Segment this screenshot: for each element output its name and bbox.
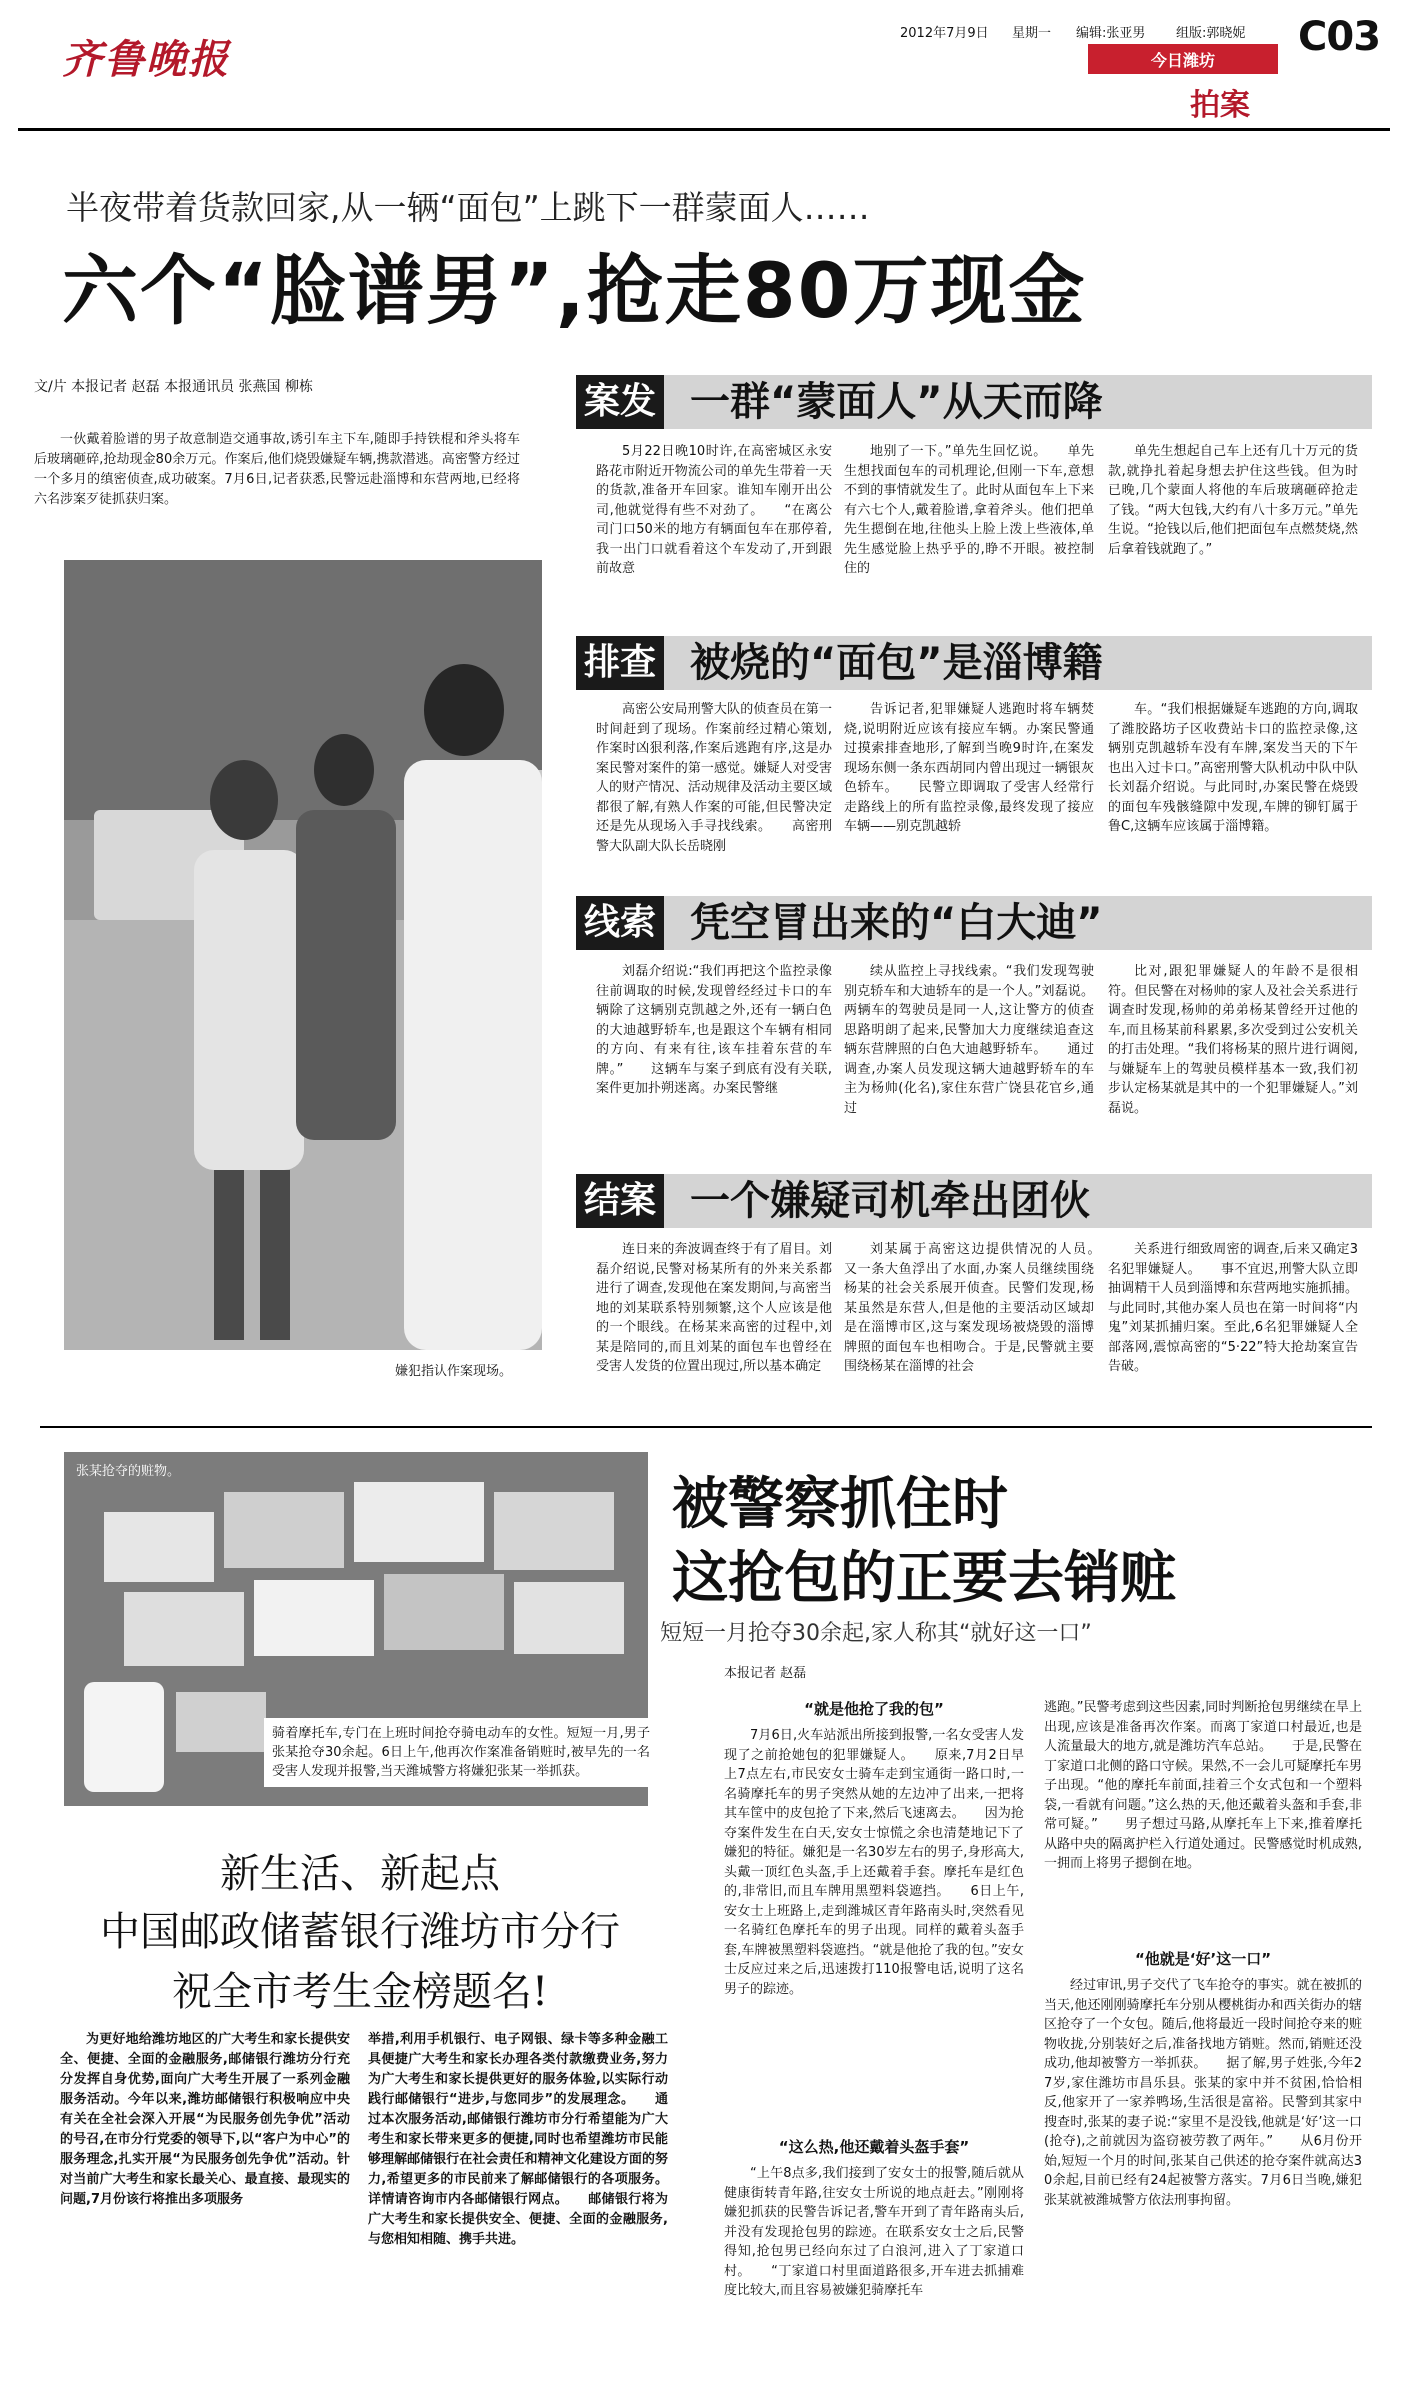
issue-date: 2012年7月9日 — [900, 26, 989, 41]
ad-text-col2: 举措,利用手机银行、电子网银、绿卡等多种金融工具便捷广大考生和家长办理各类付款缴费业务,努力为广大考生和家长提供更好的服务体验,以实际行动践行邮储银行“进步,与您同步”的发展理念。 通过本次服务活动,邮储银行潍坊市分行希望能为广大考生和家长带来更多的便捷,同时也希望潍坊市民能够理解邮储银行在社会责任和精神文化建设方面的努力,希望更多的市民前来了解邮储银行的各项服务。详情请咨询市内各邮储银行网点。 邮储银行将为广大考生和家长提供安全、便捷、全面的金融服务,与您相知相随、携手共进。 — [368, 2032, 668, 2247]
snatch-col1-text: 7月6日,火车站派出所接到报警,一名女受害人发现了之前抢她包的犯罪嫌疑人。 原来,7月2日早上7点左右,市民安女士骑车走到宝通街一路口时,一名骑摩托车的男子突然从她的左边冲了出来,一把将其车筐中的皮包抢了下来,然后飞速离去。 因为抢夺案件发生在白天,安女士惊慌之余也清楚地记下了嫌犯的特征。嫌犯是一名30岁左右的男子,身形高大,头戴一顶红色头盔,手上还戴着手套。摩托车是红色的,非常旧,而且车牌用黑塑料袋遮挡。 6日上午,安女士上班路上,走到潍城区青年路南头时,突然看见一名骑红色摩托车的男子出现。同样的戴着头盔手套,车牌被黑塑料袋遮挡。“就是他抢了我的包。”安女士反应过来之后,迅速拨打110报警电话,说明了这名男子的踪迹。 — [724, 1728, 1024, 1997]
section-name: 今日潍坊 — [1150, 51, 1215, 70]
stolen-goods-label: 张某抢夺的赃物。 — [76, 1464, 181, 1479]
snatch-col2-text: 逃跑。”民警考虑到这些因素,同时判断抢包男继续在旱上出现,应该是准备再次作案。而离丁家道口村最近,也是人流量最大的地方,就是潍坊汽车总站。 于是,民警在丁家道口北侧的路口守候。果然,不一会儿可疑摩托车男子出现。“他的摩托车前面,挂着三个女式包和一个塑料袋,一看就有问题。”这么热的天,他还戴着头盔和手套,非常可疑。” 男子想过马路,从摩托车上下来,推着摩托从路中央的隔离护栏入行道处通过。民警感觉时机成熟,一拥而上将男子摁倒在地。 — [1044, 1700, 1362, 1871]
ad-line-3: 祝全市考生金榜题名! — [171, 1969, 549, 2015]
suspect-scene-photo — [64, 560, 542, 1350]
paper-logo: 齐鲁晚报 — [62, 36, 230, 83]
photo-caption: 嫌犯指认作案现场。 — [395, 1364, 513, 1379]
byline: 文/片 本报记者 赵磊 本报通讯员 张燕国 柳栋 — [34, 379, 313, 395]
ad-line-2: 中国邮政储蓄银行潍坊市分行 — [100, 1909, 620, 1955]
snatch-col2-heading: “他就是‘好’这一口” — [1134, 1950, 1272, 1968]
snatch-headline-line2: 这抢包的正要去销赃 — [672, 1546, 1176, 1611]
section-1-col-2: 地别了一下。”单先生回忆说。 单先生想找面包车的司机理论,但刚一下车,意想不到的事情就发生了。此时从面包车上下来有六七个人,戴着脸谱,拿着斧头。他们把单先生摁倒在地,往他头上脸上泼上些液体,单先生感觉脸上热乎乎的,睁不开眼。被控制住的 — [844, 444, 1094, 576]
snatch-headline-line1: 被警察抓住时 — [672, 1472, 1008, 1537]
section-tag-3: 线索 — [576, 896, 664, 950]
snatch-photo-caption: 骑着摩托车,专门在上班时间抢夺骑电动车的女性。短短一月,男子张某抢夺30余起。6日上午,他再次作案准备销赃时,被早先的一名受害人发现并报警,当天潍城警方将嫌犯张某一举抓获。 — [264, 1718, 658, 1787]
layout-credit: 组版:郭晓妮 — [1176, 26, 1246, 41]
snatch-subhead: 短短一月抢夺30余起,家人称其“就好这一口” — [660, 1621, 1092, 1646]
masthead — [0, 0, 1409, 140]
ad-line-1: 新生活、新起点 — [220, 1851, 500, 1897]
section-tag-4: 结案 — [576, 1174, 664, 1228]
article-snatch — [0, 1430, 1409, 2383]
ad-text-col1: 为更好地给潍坊地区的广大考生和家长提供安全、便捷、全面的金融服务,邮储银行潍坊分行充分发挥自身优势,面向广大考生开展了一系列金融服务活动。今年以来,潍坊邮储银行积极响应中央有关在全社会深入开展“为民服务创先争优”活动的号召,在市分行党委的领导下,以“客户为中心”的服务理念,扎实开展“为民服务创先争优”活动。针对当前广大考生和家长最关心、最直接、最现实的问题,7月份该行将推出多项服务 — [60, 2032, 350, 2207]
headline: 六个“脸谱男”,抢走80万现金 — [62, 246, 1087, 335]
section-2-col-1: 高密公安局刑警大队的侦查员在第一时间赶到了现场。作案前经过精心策划,作案时凶狠利落,作案后逃跑有序,这是办案民警对案件的第一感觉。嫌疑人对受害人的财产情况、活动规律及活动主要区域都很了解,有熟人作案的可能,但民警决定还是先从现场入手寻找线索。 高密刑警大队副大队长岳晓刚 — [596, 702, 832, 854]
page-number: C03 — [1298, 14, 1381, 60]
section-3-col-3: 比对,跟犯罪嫌疑人的年龄不是很相符。但民警在对杨帅的家人及社会关系进行调查时发现,杨帅的弟弟杨某曾经开过他的车,而且杨某前科累累,多次受到过公安机关的打击处理。“我们将杨某的照片进行调阅,与嫌疑车上的驾驶员模样基本一致,我们初步认定杨某就是其中的一个犯罪嫌疑人。”刘磊说。 — [1108, 964, 1358, 1116]
kicker: 半夜带着货款回家,从一辆“面包”上跳下一群蒙面人…… — [66, 188, 870, 227]
editor-credit: 编辑:张亚男 — [1076, 26, 1146, 41]
section-title-1: 一群“蒙面人”从天而降 — [690, 379, 1103, 425]
masthead-rule — [18, 128, 1390, 131]
article-robbery — [0, 140, 1409, 1420]
section-4-col-3: 关系进行细致周密的调查,后来又确定3名犯罪嫌疑人。 事不宜迟,刑警大队立即抽调精干人员到淄博和东营两地实施抓捕。与此同时,其他办案人员也在第一时间将“内鬼”刘某抓捕归案。至此,6名犯罪嫌疑人全部落网,震惊高密的“5·22”特大抢劫案宣告告破。 — [1108, 1242, 1358, 1374]
issue-weekday: 星期一 — [1012, 26, 1052, 41]
section-topic: 拍案 — [1190, 88, 1250, 123]
section-title-4: 一个嫌疑司机牵出团伙 — [690, 1178, 1090, 1224]
section-4-col-1: 连日来的奔波调查终于有了眉目。刘磊介绍说,民警对杨某所有的外来关系都进行了调查,发现他在案发期间,与高密当地的刘某联系特别频繁,这个人应该是他的一个眼线。在杨某来高密的过程中,刘某是陪同的,而且刘某的面包车也曾经在受害人发货的位置出现过,所以基本确定 — [596, 1242, 832, 1374]
suspect-scene-illustration — [64, 560, 542, 1350]
section-4-col-2: 刘某属于高密这边提供情况的人员。 又一条大鱼浮出了水面,办案人员继续围绕杨某的社会关系展开侦查。民警们发现,杨某虽然是东营人,但是他的主要活动区域却是在淄博市区,这与案发现场被烧毁的淄博牌照的面包车也相吻合。于是,民警就主要围绕杨某在淄博的社会 — [844, 1242, 1121, 1374]
section-2-col-3: 车。“我们根据嫌疑车逃跑的方向,调取了潍胶路坊子区收费站卡口的监控录像,这辆别克凯越轿车没有车牌,案发当天的下午也出入过卡口。”高密刑警大队机动中队中队长刘磊介绍说。与此同时,办案民警在烧毁的面包车残骸缝隙中发现,车牌的铆钉属于鲁C,这辆车应该属于淄博籍。 — [1108, 702, 1358, 834]
divider-rule — [40, 1426, 1372, 1428]
section-3-col-1: 刘磊介绍说:“我们再把这个监控录像往前调取的时候,发现曾经经过卡口的车辆除了这辆别克凯越之外,还有一辆白色的大迪越野轿车,也是跟这个车辆有相同的方向、有来有往,该车挂着东营的车牌。” 这辆车与案子到底有没有关联,案件更加扑朔迷离。办案民警继 — [596, 964, 832, 1096]
section-1-col-3: 单先生想起自己车上还有几十万元的货款,就挣扎着起身想去护住这些钱。但为时已晚,几个蒙面人将他的车后玻璃砸碎抢走了钱。“两大包钱,大约有八十多万元。”单先生说。“抢钱以后,他们把面包车点燃焚烧,然后拿着钱就跑了。” — [1108, 444, 1358, 557]
snatch-col1-heading: “就是他抢了我的包” — [804, 1700, 944, 1718]
lead-paragraph: 一伙戴着脸谱的男子故意制造交通事故,诱引车主下车,随即手持铁棍和斧头将车后玻璃砸碎,抢劫现金80余万元。作案后,他们烧毁嫌疑车辆,携款潜逃。高密警方经过一个多月的缜密侦查,成功破案。7月6日,记者获悉,民警远赴淄博和东营两地,已经将六名涉案歹徒抓获归案。 — [34, 432, 520, 507]
snatch-byline: 本报记者 赵磊 — [724, 1666, 807, 1681]
section-2-col-2: 告诉记者,犯罪嫌疑人逃跑时将车辆焚烧,说明附近应该有接应车辆。办案民警通过摸索排查地形,了解到当晚9时许,在案发现场东侧一条东西胡同内曾出现过一辆银灰色轿车。 民警立即调取了受害人经常行走路线上的所有监控录像,最终发现了接应车辆——别克凯越轿 — [844, 702, 1094, 834]
snatch-col1b-text: “上午8点多,我们接到了安女士的报警,随后就从健康街转青年路,往安女士所说的地点赶去。”刚刚将嫌犯抓获的民警告诉记者,警车开到了青年路南头后,并没有发现抢包男的踪迹。在联系安女士之后,民警得知,抢包男已经向东过了白浪河,进入了丁家道口村。 “丁家道口村里面道路很多,开车进去抓捕难度比较大,而且容易被嫌犯骑摩托车 — [724, 2166, 1024, 2298]
snatch-col1-heading2: “这么热,他还戴着头盔手套” — [778, 2138, 970, 2156]
section-title-2: 被烧的“面包”是淄博籍 — [690, 640, 1103, 686]
section-tag-1: 案发 — [576, 375, 664, 429]
snatch-col2b-text: 经过审讯,男子交代了飞车抢夺的事实。就在被抓的当天,他还刚刚骑摩托车分别从樱桃街办和西关街办的辖区抢夺了一个女包。随后,他将最近一段时间抢夺来的赃物收拢,分别装好之后,准备找地方销赃。然而,销赃还没成功,他却被警方一举抓获。 据了解,男子姓张,今年27岁,家住潍坊市昌乐县。张某的家中并不贫困,恰恰相反,他家开了一家养鸭场,生活很是富裕。民警到其家中搜查时,张某的妻子说:“家里不是没钱,他就是‘好’这一口(抢夺),之前就因为盗窃被劳教了两年。” 从6月份开始,短短一个月的时间,张某自己供述的抢夺案件就高达30余起,目前已经有24起被警方落实。7月6日当晚,嫌犯张某就被潍城警方依法刑事拘留。 — [1044, 1978, 1362, 2208]
section-1-col-1: 5月22日晚10时许,在高密城区永安路花市附近开物流公司的单先生带着一天的货款,准备开车回家。谁知车刚开出公司,他就觉得有些不对劲了。 “在离公司门口50米的地方有辆面包车在那停着,我一出门口就看着这个车发动了,开到跟前故意 — [596, 444, 832, 576]
postal-bank-ad — [40, 1828, 680, 2368]
section-3-col-2: 续从监控上寻找线索。“我们发现驾驶别克轿车和大迪轿车的是一个人。”刘磊说。两辆车的驾驶员是同一人,这让警方的侦查思路明朗了起来,民警加大力度继续追查这辆东营牌照的白色大迪越野轿车。 通过调查,办案人员发现这辆大迪越野轿车的车主为杨帅(化名),家住东营广饶县花官乡,通过 — [844, 964, 1094, 1116]
section-title-3: 凭空冒出来的“白大迪” — [690, 900, 1103, 946]
section-tag-2: 排查 — [576, 636, 664, 690]
